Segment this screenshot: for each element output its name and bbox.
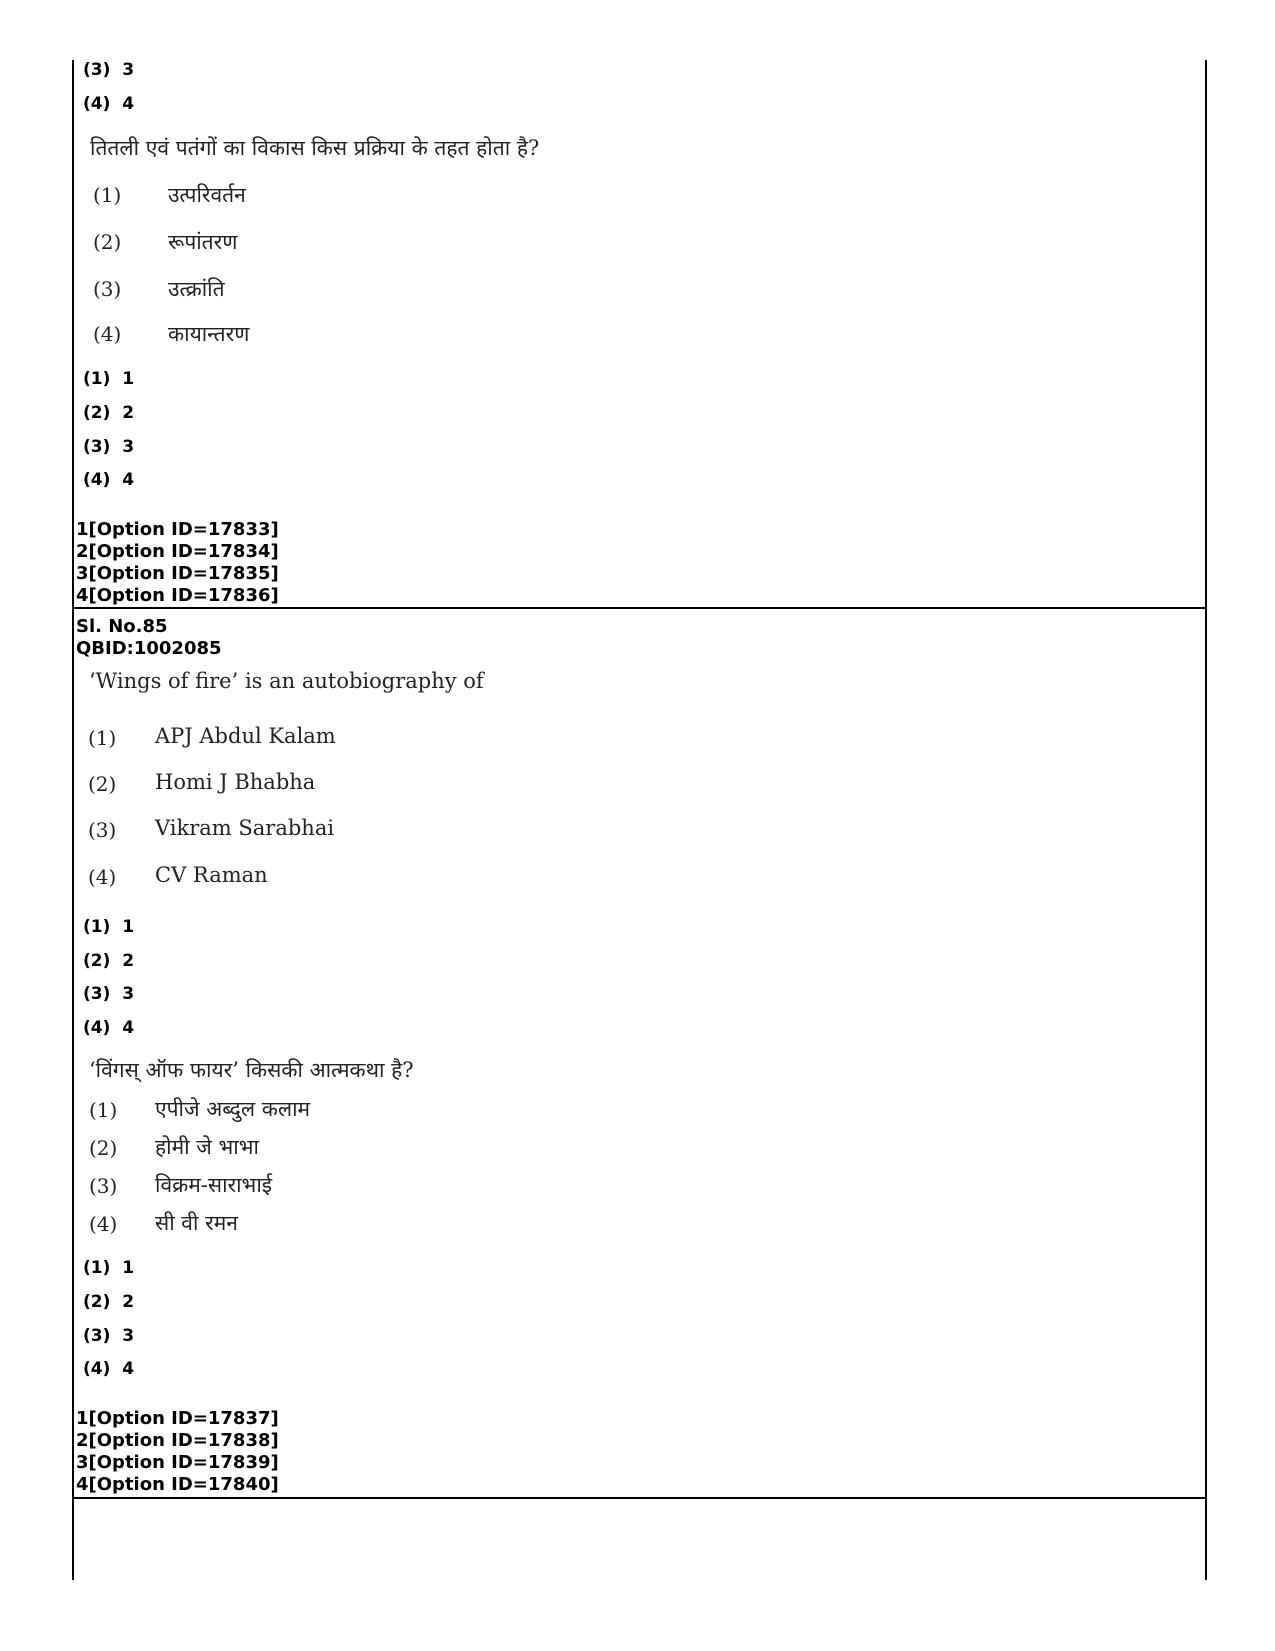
- answer-option: (4) 4: [83, 1359, 135, 1379]
- answer-option: (2) 2: [83, 403, 135, 423]
- serial-number: Sl. No.85: [76, 616, 168, 637]
- choice-text: Homi J Bhabha: [155, 770, 316, 794]
- choice-number: (4): [89, 1212, 118, 1236]
- option-id: 4[Option ID=17836]: [76, 585, 279, 606]
- choice-number: (1): [89, 1098, 118, 1122]
- answer-option: (3) 3: [83, 984, 135, 1004]
- choice-text: सी वी रमन: [155, 1211, 238, 1235]
- option-id: 2[Option ID=17838]: [76, 1430, 279, 1451]
- choice-number: (2): [93, 230, 122, 254]
- answer-option: (2) 2: [83, 1292, 135, 1312]
- option-id: 2[Option ID=17834]: [76, 541, 279, 562]
- option-id: 3[Option ID=17839]: [76, 1452, 279, 1473]
- choice-number: (1): [88, 726, 117, 750]
- choice-text: रूपांतरण: [168, 230, 238, 254]
- answer-option: (3) 3: [83, 437, 135, 457]
- choice-text: कायान्तरण: [168, 322, 250, 346]
- choice-text: एपीजे अब्दुल कलाम: [155, 1097, 311, 1121]
- question-divider: [72, 607, 1207, 609]
- choice-number: (2): [88, 772, 117, 796]
- answer-option: (4) 4: [83, 94, 135, 114]
- choice-text: विक्रम-साराभाई: [155, 1173, 273, 1197]
- answer-option: (4) 4: [83, 470, 135, 490]
- choice-number: (3): [89, 1174, 118, 1198]
- choice-number: (3): [88, 818, 117, 842]
- choice-text: Vikram Sarabhai: [155, 816, 335, 840]
- answer-option: (3) 3: [83, 60, 135, 80]
- question-text-english: ‘Wings of fire’ is an autobiography of: [89, 669, 484, 693]
- answer-option: (2) 2: [83, 951, 135, 971]
- choice-text: होमी जे भाभा: [155, 1135, 259, 1159]
- choice-number: (4): [88, 865, 117, 889]
- answer-option: (1) 1: [83, 917, 135, 937]
- qbid: QBID:1002085: [76, 638, 222, 659]
- choice-number: (4): [93, 322, 122, 346]
- option-id: 1[Option ID=17833]: [76, 519, 279, 540]
- choice-text: APJ Abdul Kalam: [155, 724, 336, 748]
- answer-option: (1) 1: [83, 369, 135, 389]
- question-text-hindi: ‘विंगस् ऑफ फायर’ किसकी आत्मकथा है?: [89, 1058, 414, 1082]
- choice-text: उत्क्रांति: [168, 277, 225, 301]
- option-id: 4[Option ID=17840]: [76, 1474, 279, 1495]
- choice-number: (3): [93, 277, 122, 301]
- option-id: 1[Option ID=17837]: [76, 1408, 279, 1429]
- option-id-list: [76, 1408, 279, 1496]
- question-header: [76, 616, 222, 660]
- answer-option: (3) 3: [83, 1326, 135, 1346]
- choice-text: CV Raman: [155, 863, 268, 887]
- choice-number: (2): [89, 1136, 118, 1160]
- choice-text: उत्परिवर्तन: [168, 183, 246, 207]
- answer-option: (4) 4: [83, 1018, 135, 1038]
- question-text: तितली एवं पतंगों का विकास किस प्रक्रिया के तहत होता है?: [90, 136, 540, 160]
- option-id-list: [76, 519, 279, 607]
- choice-number: (1): [93, 183, 122, 207]
- answer-option: (1) 1: [83, 1258, 135, 1278]
- option-id: 3[Option ID=17835]: [76, 563, 279, 584]
- question-divider: [72, 1497, 1207, 1499]
